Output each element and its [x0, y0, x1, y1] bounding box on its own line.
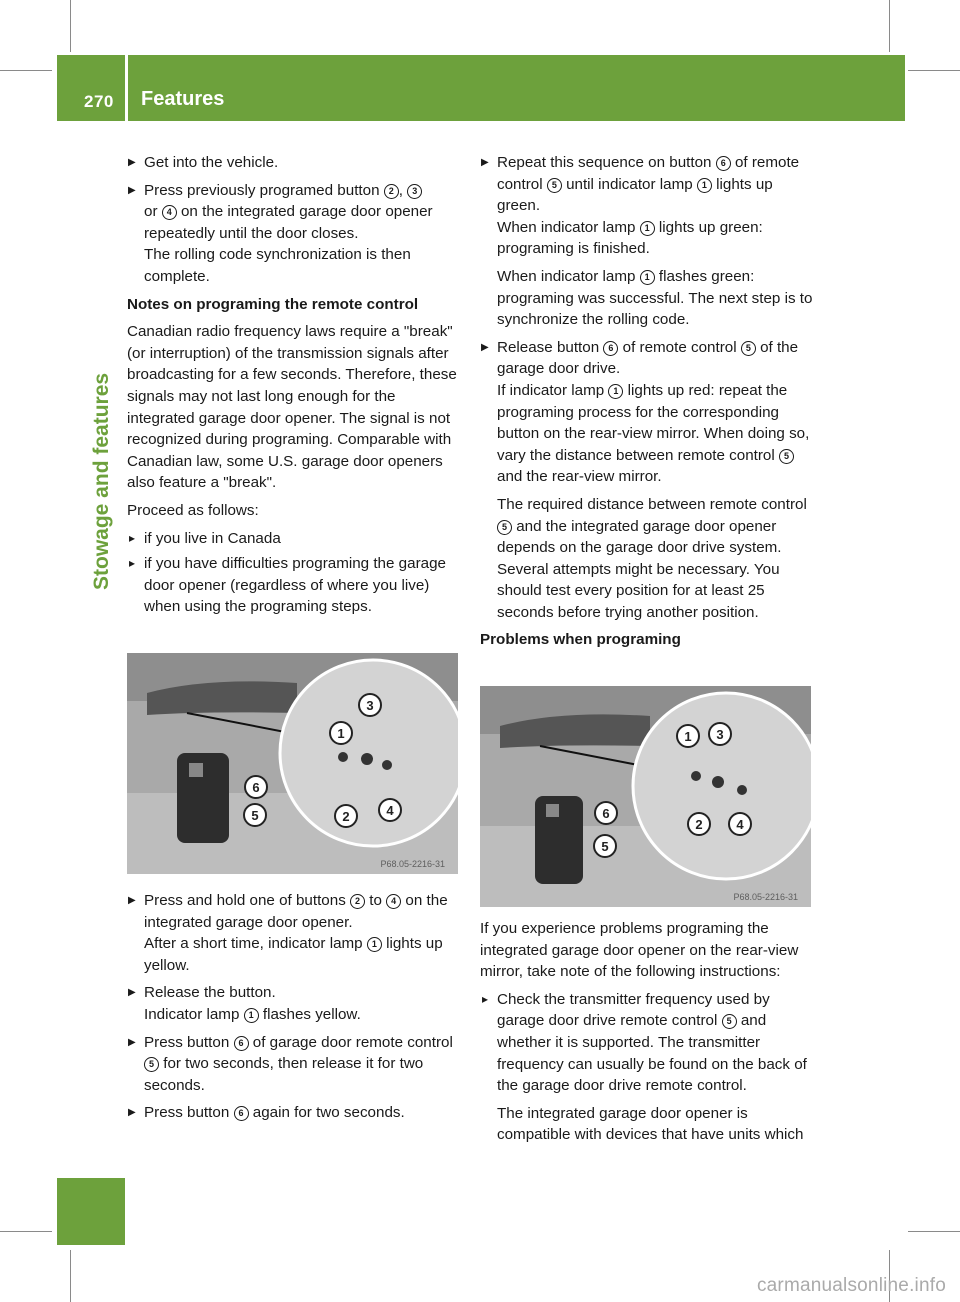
callout-2: 2 [350, 894, 365, 909]
crop-mark [70, 1250, 71, 1302]
step-release-remote [480, 337, 814, 624]
callout-5: 5 [722, 1014, 737, 1029]
step-text: Repeat this sequence on button [497, 154, 712, 171]
button-4-shape [737, 785, 747, 795]
callout-6: 6 [234, 1106, 249, 1121]
callout-5: 5 [497, 520, 512, 535]
step-text: Get into the vehicle. [144, 154, 279, 171]
callout-5: 5 [547, 178, 562, 193]
step-subnote [497, 266, 814, 331]
callout-2: 2 [384, 184, 399, 199]
bullet-text: and whether it is supported. The transmitter frequency can usually be found on the back of the garage door drive remote control. [497, 1012, 807, 1095]
crop-mark [70, 0, 71, 52]
step-text: and the integrated garage door opener depends on the garage door drive system. Several attempts might be necessary. You should test every position for at least 25 seconds before trying another position. [497, 517, 782, 621]
button-1-shape [691, 771, 701, 781]
step-text: When indicator lamp [497, 267, 636, 285]
bullet-check-frequency [480, 989, 814, 1146]
step-subnote [497, 494, 814, 624]
button-1-shape [338, 752, 348, 762]
callout-label-4: 4 [736, 817, 744, 832]
bullet-subnote: The integrated garage door opener is compatible with devices that have units which [497, 1104, 804, 1144]
callout-label-5: 5 [601, 839, 609, 854]
step-text: Indicator lamp [144, 1005, 240, 1023]
step-text: Press and hold one of buttons [144, 892, 346, 909]
step-text: Release button [497, 338, 600, 356]
callout-label-6: 6 [252, 780, 260, 795]
step-text: flashes yellow. [262, 1005, 361, 1023]
callout-label-2: 2 [342, 809, 350, 824]
callout-1: 1 [367, 937, 382, 952]
step-press-again [127, 1102, 461, 1124]
step-text: of remote control [497, 154, 800, 193]
remote-button-shape [189, 763, 203, 777]
step-text: on the integrated garage door opener repeatedly until the door closes. [144, 203, 433, 242]
callout-1: 1 [697, 178, 712, 193]
step-text: When indicator lamp [497, 218, 636, 236]
comma: , [398, 181, 403, 199]
word-to: to [369, 892, 382, 909]
step-text: of garage door remote control [252, 1033, 453, 1051]
step-text: and the rear-view mirror. [497, 468, 662, 486]
step-note: The rolling code synchronization is then complete. [144, 246, 411, 285]
step-text: After a short time, indicator lamp [144, 935, 363, 953]
callout-label-4: 4 [386, 803, 394, 818]
button-3-shape [712, 776, 724, 788]
callout-label-2: 2 [695, 817, 703, 832]
step-get-in [127, 152, 461, 174]
step-text: lights up yellow. [144, 935, 443, 974]
left-column-lower [127, 890, 461, 1130]
right-column [480, 152, 814, 657]
step-release [127, 982, 461, 1025]
notes-paragraph: Canadian radio frequency laws require a "break" (or interruption) of the transmission signals after broadcasting for a few seconds. Therefore, these signals may not last long enough for the integrated garage door opener. The signal is not recognized during programing. Comparable with Canadian law, some U.S. garage door openers also feature a "break". [127, 323, 457, 492]
step-press-remote [127, 1032, 461, 1097]
right-column-lower [480, 918, 814, 1150]
header-divider [125, 55, 128, 121]
side-tab-block [57, 1178, 125, 1245]
callout-1: 1 [608, 384, 623, 399]
step-press-hold [127, 890, 461, 976]
step-text: The required distance between remote control [497, 495, 807, 513]
callout-5: 5 [779, 449, 794, 464]
callout-label-6: 6 [602, 806, 610, 821]
step-text: Press button [144, 1033, 230, 1051]
step-text: of remote control [622, 338, 737, 356]
callout-label-3: 3 [716, 727, 724, 742]
step-text: Release the button. [144, 984, 276, 1002]
callout-5: 5 [144, 1057, 159, 1072]
zoom-circle [280, 660, 458, 846]
callout-label-1: 1 [337, 726, 345, 741]
watermark: carmanualsonline.info [756, 1275, 946, 1296]
proceed-text: Proceed as follows: [127, 501, 259, 519]
callout-6: 6 [234, 1036, 249, 1051]
left-column [127, 152, 461, 622]
remote-button-shape [546, 804, 559, 817]
step-text: until indicator lamp [566, 175, 693, 193]
step-text: Press previously programed button [144, 181, 380, 199]
step-text: lights up red: repeat the programing process for the corresponding button on the rear-view mirror. When doing so, vary the distance between remote control [497, 381, 810, 464]
step-text: lights up green. [497, 175, 773, 215]
figure-code: P68.05-2216-31 [380, 859, 445, 869]
page-number: 270 [84, 92, 114, 111]
problems-heading: Problems when programing [480, 631, 681, 649]
crop-mark [889, 0, 890, 52]
step-text: If indicator lamp [497, 381, 605, 399]
notes-heading: Notes on programing the remote control [127, 295, 419, 313]
section-title: Features [141, 88, 225, 110]
callout-label-3: 3 [366, 698, 374, 713]
bullet-canada: ▸ if you live in Canada [127, 528, 461, 550]
crop-mark [0, 70, 52, 71]
callout-6: 6 [716, 156, 731, 171]
callout-4: 4 [162, 205, 177, 220]
callout-1: 1 [244, 1008, 259, 1023]
problems-intro: If you experience problems programing the integrated garage door opener on the rear-view mirror, take note of the following instructions: [480, 920, 799, 981]
step-text: of the garage door drive. [497, 338, 799, 378]
step-text: Press button [144, 1104, 230, 1122]
step-press-button [127, 180, 461, 288]
step-text: lights up green: programing is finished. [497, 218, 763, 258]
callout-label-5: 5 [251, 808, 259, 823]
callout-3: 3 [407, 184, 422, 199]
callout-5: 5 [741, 341, 756, 356]
crop-mark [0, 1231, 52, 1232]
word-or: or [144, 203, 158, 221]
button-3-shape [361, 753, 373, 765]
callout-label-1: 1 [684, 729, 692, 744]
callout-4: 4 [386, 894, 401, 909]
crop-mark [908, 70, 960, 71]
figure-code: P68.05-2216-31 [733, 892, 798, 902]
step-text: again for two seconds. [252, 1104, 405, 1122]
bullet-difficulties: ▸ if you have difficulties programing the garage door opener (regardless of where you live) when using the programing steps. [127, 553, 461, 618]
callout-6: 6 [603, 341, 618, 356]
button-4-shape [382, 760, 392, 770]
bullet-text: Check the transmitter frequency used by garage door drive remote control [497, 990, 770, 1030]
step-text: on the integrated garage door opener. [144, 892, 448, 931]
garage-opener-figure-left [127, 653, 458, 874]
callout-1: 1 [640, 221, 655, 236]
garage-opener-figure-right [480, 686, 811, 907]
crop-mark [908, 1231, 960, 1232]
step-text: flashes green: programing was successful. The next step is to synchronize the rolling code. [497, 267, 813, 329]
side-tab-label: Stowage and features [90, 372, 113, 590]
step-repeat-sequence [480, 152, 814, 331]
step-text: for two seconds, then release it for two seconds. [144, 1055, 424, 1094]
callout-1: 1 [640, 270, 655, 285]
